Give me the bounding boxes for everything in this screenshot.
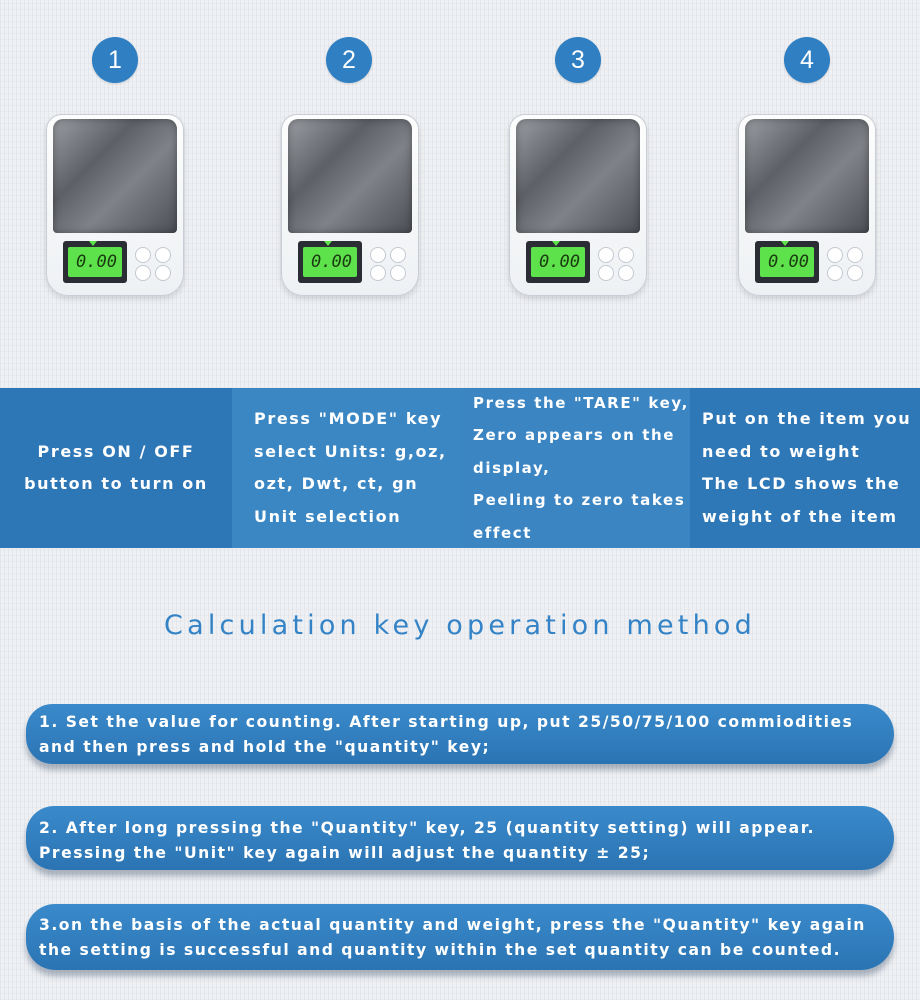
- scale-key-icon: [827, 247, 843, 263]
- scale-image-4: [738, 114, 876, 296]
- scale-key-icon: [618, 265, 634, 281]
- scale-image-3: [509, 114, 647, 296]
- step-2-description: Press "MODE" key select Units: g,oz, ozt, Dwt, ct, gn Unit selection: [254, 409, 447, 526]
- scale-key-icon: [155, 265, 171, 281]
- scale-key-icon: [390, 265, 406, 281]
- weighing-plate: [516, 119, 640, 233]
- scale-key-icon: [598, 265, 614, 281]
- lcd-display: [526, 241, 590, 283]
- scale-key-icon: [618, 247, 634, 263]
- scale-key-icon: [598, 247, 614, 263]
- section-heading: Calculation key operation method: [164, 610, 756, 641]
- weighing-plate: [745, 119, 869, 233]
- weighing-plate: [53, 119, 177, 233]
- lcd-reading: 0.00: [760, 247, 814, 277]
- weighing-plate: [288, 119, 412, 233]
- step-2-panel: [232, 388, 462, 548]
- step-3-description: Press the "TARE" key, Zero appears on the display, Peeling to zero takes effect: [473, 393, 689, 542]
- scale-key-icon: [135, 265, 151, 281]
- lcd-reading: 0.00: [531, 247, 585, 277]
- lcd-display: [755, 241, 819, 283]
- instruction-1: 1. Set the value for counting. After starting up, put 25/50/75/100 commiodities and then press and hold the "quantity" key;: [26, 704, 894, 764]
- scale-key-icon: [370, 247, 386, 263]
- scale-key-icon: [390, 247, 406, 263]
- scale-key-icon: [847, 265, 863, 281]
- lcd-reading: 0.00: [303, 247, 357, 277]
- scale-key-icon: [370, 265, 386, 281]
- step-3-panel: [462, 388, 690, 548]
- scale-image-2: [281, 114, 419, 296]
- step-3-badge: 3: [555, 37, 601, 83]
- lcd-display: [298, 241, 362, 283]
- step-1-description: Press ON / OFF button to turn on: [24, 441, 208, 493]
- step-4-description: Put on the item you need to weight The LCD shows the weight of the item: [702, 409, 912, 526]
- scale-key-icon: [155, 247, 171, 263]
- step-1-panel: [0, 388, 232, 548]
- scale-image-1: [46, 114, 184, 296]
- step-1-badge: 1: [92, 37, 138, 83]
- step-4-panel: [690, 388, 920, 548]
- instruction-3: 3.on the basis of the actual quantity and weight, press the "Quantity" key again the setting is successful and quantity within the set quantity can be counted.: [26, 904, 894, 970]
- lcd-reading: 0.00: [68, 247, 122, 277]
- scale-key-icon: [135, 247, 151, 263]
- scale-key-icon: [827, 265, 843, 281]
- lcd-display: [63, 241, 127, 283]
- scale-key-icon: [847, 247, 863, 263]
- step-2-badge: 2: [326, 37, 372, 83]
- instruction-2: 2. After long pressing the "Quantity" key, 25 (quantity setting) will appear. Pressing the "Unit" key again will adjust the quantity ± 25;: [26, 806, 894, 870]
- step-4-badge: 4: [784, 37, 830, 83]
